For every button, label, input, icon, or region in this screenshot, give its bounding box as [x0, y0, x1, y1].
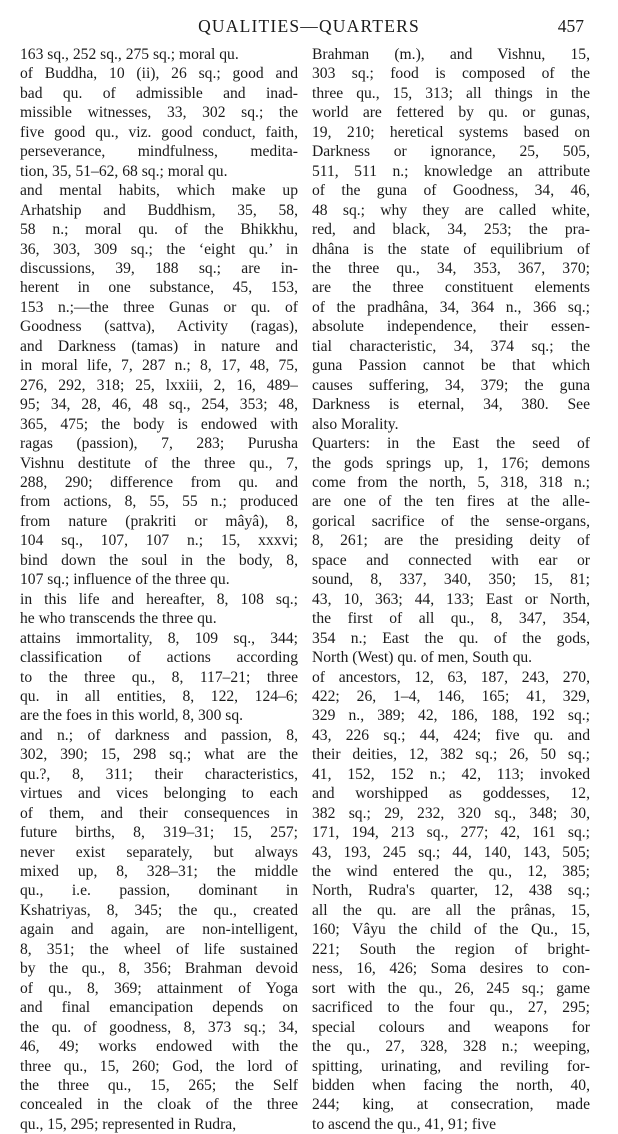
index-line: are the foes in this world, 8, 300 sq.	[20, 707, 244, 725]
index-line: and n.; of darkness and passion, 8,	[20, 726, 298, 744]
index-line: qu. in all entities, 8, 122, 124–6;	[20, 687, 298, 705]
index-line: 288, 290; difference from qu. and	[20, 473, 298, 491]
index-line: missible witnesses, 33, 302 sq.; the	[20, 104, 298, 122]
index-line: 303 sq.; food is composed of the	[312, 65, 590, 83]
index-line: 244; king, at consecration, made	[312, 1096, 590, 1114]
index-line: 221; South the region of bright-	[312, 940, 590, 958]
index-line: Kshatriyas, 8, 345; the qu., created	[20, 901, 298, 919]
index-line: causes suffering, 34, 379; the guna	[312, 376, 590, 394]
index-line: 95; 34, 28, 46, 48 sq., 254, 353; 48,	[20, 396, 298, 414]
index-line: Brahman (m.), and Vishnu, 15,	[312, 46, 590, 63]
index-line: Darkness is eternal, 34, 380. See	[312, 396, 590, 414]
index-line: the gods springs up, 1, 176; demons	[312, 454, 590, 472]
index-line: qu., i.e. passion, dominant in	[20, 882, 298, 900]
index-line: perseverance, mindfulness, medita-	[20, 143, 298, 161]
index-line: 171, 194, 213 sq., 277; 42, 161 sq.;	[312, 824, 590, 842]
index-line: 107 sq.; influence of the three qu.	[20, 571, 230, 589]
index-line: the qu., 27, 328, 328 n.; weeping,	[312, 1038, 590, 1056]
index-line: 19, 210; heretical systems based on	[312, 123, 590, 141]
index-line: herent in one substance, 45, 153,	[20, 279, 298, 297]
index-line: ragas (passion), 7, 283; Purusha	[20, 435, 298, 453]
index-line: all the qu. are all the prânas, 15,	[312, 901, 590, 919]
index-line: are the three constituent elements	[312, 279, 590, 297]
index-line: red, and black, 34, 253; the pra-	[312, 221, 590, 239]
index-line: five good qu., viz. good conduct, faith,	[20, 123, 298, 141]
index-line: also Morality.	[312, 415, 399, 433]
index-line: tion, 35, 51–62, 68 sq.; moral qu.	[20, 162, 228, 180]
index-line: Darkness or ignorance, 25, 505,	[312, 143, 590, 161]
index-line: bind down the soul in the body, 8,	[20, 551, 298, 569]
index-line: their deities, 12, 382 sq.; 26, 50 sq.;	[312, 746, 590, 764]
index-line: of Buddha, 10 (ii), 26 sq.; good and	[20, 65, 298, 83]
index-line: concealed in the cloak of the three	[20, 1096, 298, 1114]
index-line: discussions, 39, 188 sq.; are in-	[20, 259, 298, 277]
index-line: 48 sq.; why they are called white,	[312, 201, 590, 219]
index-line: the first of all qu., 8, 347, 354,	[312, 610, 590, 628]
index-line: qu.?, 8, 311; their characteristics,	[20, 765, 298, 783]
index-line: world are fettered by qu. or gunas,	[312, 104, 590, 122]
index-line: 329 n., 389; 42, 186, 188, 192 sq.;	[312, 707, 590, 725]
index-line: sort with the qu., 26, 245 sq.; game	[312, 979, 590, 997]
left-column	[20, 45, 298, 1134]
index-line: to the three qu., 8, 117–21; three	[20, 668, 298, 686]
index-line: and final emancipation depends on	[20, 999, 298, 1017]
index-line: space and connected with ear or	[312, 551, 590, 569]
index-line: three qu., 15, 260; God, the lord of	[20, 1057, 298, 1075]
index-line: 160; Vâyu the child of the Qu., 15,	[312, 921, 590, 939]
index-line: 276, 292, 318; 25, lxxiii, 2, 16, 489–	[20, 376, 298, 394]
index-line: he who transcends the three qu.	[20, 610, 217, 628]
index-line: 354 n.; East the qu. of the gods,	[312, 629, 590, 647]
index-line: spitting, urinating, and reviling for-	[312, 1057, 590, 1075]
index-line: 365, 475; the body is endowed with	[20, 415, 298, 433]
index-line: by the qu., 8, 356; Brahman devoid	[20, 960, 298, 978]
index-line: gorical sacrifice of the sense-organs,	[312, 512, 590, 530]
index-line: 8, 351; the wheel of life sustained	[20, 940, 298, 958]
index-line: are one of the ten fires at the alle-	[312, 493, 590, 511]
index-line: and mental habits, which make up	[20, 182, 298, 200]
index-line: 422; 26, 1–4, 146, 165; 41, 329,	[312, 687, 590, 705]
index-line: special colours and weapons for	[312, 1018, 590, 1036]
running-title: QUALITIES—QUARTERS	[198, 16, 420, 36]
index-line: 382 sq.; 29, 232, 320 sq., 348; 30,	[312, 804, 590, 822]
index-line: Goodness (sattva), Activity (ragas),	[20, 318, 298, 336]
index-line: the wind entered the qu., 12, 385;	[312, 863, 590, 881]
index-line: 511, 511 n.; knowledge an attribute	[312, 162, 590, 180]
index-line: of ancestors, 12, 63, 187, 243, 270,	[312, 668, 590, 686]
index-line: and Darkness (tamas) in nature and	[20, 337, 298, 355]
index-line: 302, 390; 15, 298 sq.; what are the	[20, 746, 298, 764]
index-line: of them, and their consequences in	[20, 804, 298, 822]
index-line: bidden when facing the north, 40,	[312, 1077, 590, 1095]
index-line: the three qu., 34, 353, 367, 370;	[312, 259, 590, 277]
index-line: attains immortality, 8, 109 sq., 344;	[20, 629, 298, 647]
index-line: 36, 303, 309 sq.; the ‘eight qu.’ in	[20, 240, 298, 258]
page-number: 457	[557, 16, 584, 36]
index-line: qu., 15, 295; represented in Rudra,	[20, 1115, 237, 1133]
index-line: from nature (prakriti or mâyâ), 8,	[20, 512, 298, 530]
index-line: 43, 10, 363; 44, 133; East or North,	[312, 590, 590, 608]
index-line: in moral life, 7, 287 n.; 8, 17, 48, 75,	[20, 357, 298, 375]
index-line: never exist separately, but always	[20, 843, 298, 861]
index-line: of qu., 8, 369; attainment of Yoga	[20, 979, 298, 997]
index-line: 41, 152, 152 n.; 42, 113; invoked	[312, 765, 590, 783]
index-line: to ascend the qu., 41, 91; five	[312, 1115, 497, 1133]
index-line: in this life and hereafter, 8, 108 sq.;	[20, 590, 298, 608]
index-line: 43, 193, 245 sq.; 44, 140, 143, 505;	[312, 843, 590, 861]
index-line: Quarters: in the East the seed of	[312, 435, 590, 453]
index-line: sound, 8, 337, 340, 350; 15, 81;	[312, 571, 590, 589]
index-line: sacrificed to the four qu., 27, 295;	[312, 999, 590, 1017]
index-line: the qu. of goodness, 8, 373 sq.; 34,	[20, 1018, 298, 1036]
index-line: 58 n.; moral qu. of the Bhikkhu,	[20, 221, 298, 239]
index-line: classification of actions according	[20, 649, 298, 667]
index-line: North (West) qu. of men, South qu.	[312, 649, 533, 667]
index-line: 163 sq., 252 sq., 275 sq.; moral qu.	[20, 46, 239, 63]
index-line: absolute independence, their essen-	[312, 318, 590, 336]
index-line: 8, 261; are the presiding deity of	[312, 532, 590, 550]
index-line: 153 n.;—the three Gunas or qu. of	[20, 298, 298, 316]
index-line: of the guna of Goodness, 34, 46,	[312, 182, 590, 200]
index-line: come from the north, 5, 318, 318 n.;	[312, 473, 590, 491]
index-line: again and again, are non-intelligent,	[20, 921, 298, 939]
index-line: 43, 226 sq.; 44, 424; five qu. and	[312, 726, 590, 744]
index-line: 46, 49; works endowed with the	[20, 1038, 298, 1056]
index-line: virtues and vices belonging to each	[20, 785, 298, 803]
index-line: of the pradhâna, 34, 364 n., 366 sq.;	[312, 298, 590, 316]
index-line: mixed up, 8, 328–31; the middle	[20, 863, 298, 881]
page-header	[0, 14, 618, 44]
index-line: ness, 16, 426; Soma desires to con-	[312, 960, 590, 978]
index-line: 104 sq., 107, 107 n.; 15, xxxvi;	[20, 532, 298, 550]
index-line: North, Rudra's quarter, 12, 438 sq.;	[312, 882, 590, 900]
right-column	[312, 45, 590, 1134]
index-line: and worshipped as goddesses, 12,	[312, 785, 590, 803]
index-line: three qu., 15, 313; all things in the	[312, 84, 590, 102]
index-line: dhâna is the state of equilibrium of	[312, 240, 590, 258]
index-line: Arhatship and Buddhism, 35, 58,	[20, 201, 298, 219]
index-line: tial characteristic, 34, 374 sq.; the	[312, 337, 590, 355]
index-line: the three qu., 15, 265; the Self	[20, 1077, 298, 1095]
index-line: guna Passion cannot be that which	[312, 357, 590, 375]
index-line: bad qu. of admissible and inad-	[20, 84, 298, 102]
index-line: future births, 8, 319–31; 15, 257;	[20, 824, 298, 842]
index-line: from actions, 8, 55, 55 n.; produced	[20, 493, 298, 511]
index-line: Vishnu destitute of the three qu., 7,	[20, 454, 298, 472]
